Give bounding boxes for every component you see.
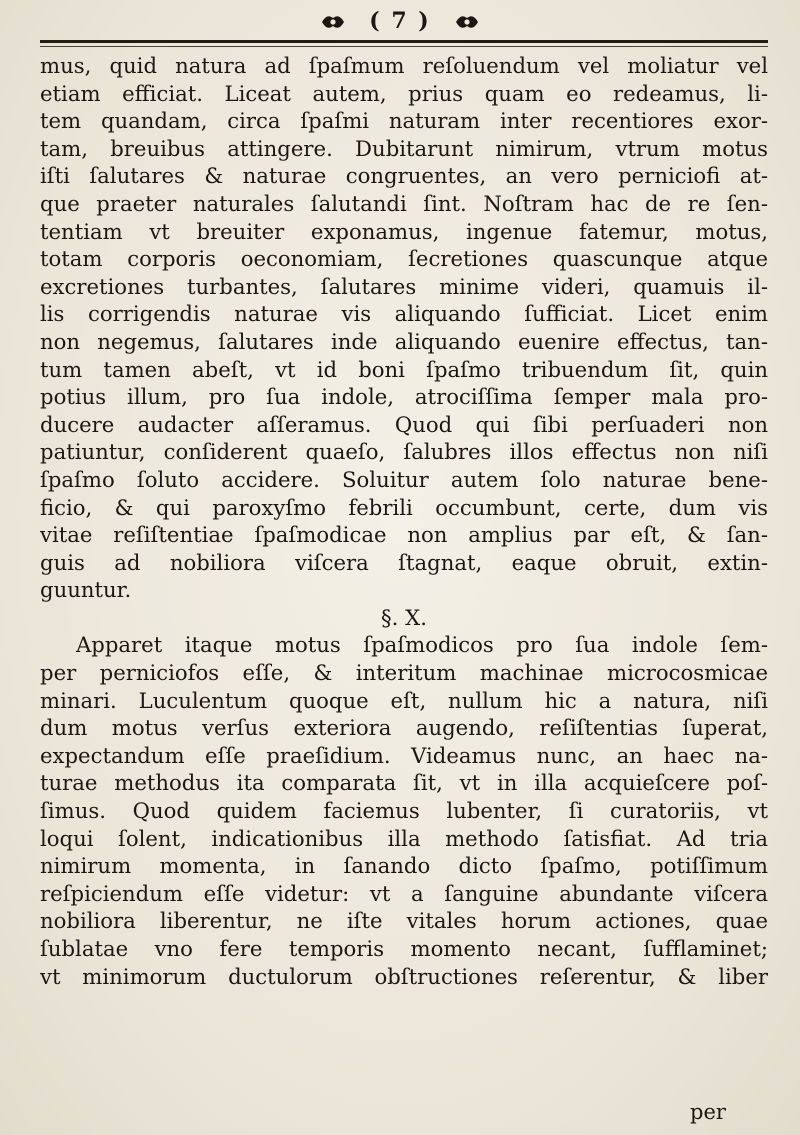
text-line: tam, breuibus attingere. Dubitarunt nimirum, vtrum motus [40,135,768,161]
text-line: per perniciofos eſſe, & interitum machinae microcosmicae [40,660,768,686]
text-line: nobiliora liberentur, ne iſte vitales horum actiones, quae [40,908,768,934]
text-line: loqui ſolent, indicationibus illa methodo ſatisfiat. Ad tria [40,825,768,851]
text-line: lis corrigendis naturae vis aliquando ſufficiat. Licet enim [40,301,768,327]
text-line: tentiam vt breuiter exponamus, ingenue fatemur, motus, [40,218,768,244]
catchword: per [690,1100,726,1124]
text-line: totam corporis oeconomiam, ſecretiones quascunque atque [40,246,768,272]
text-line: iſti ſalutares & naturae congruentes, an vero perniciofi at- [40,163,768,189]
section-heading: §. X. [381,604,427,630]
text-line: ſpaſmo ſoluto accidere. Soluitur autem ſolo naturae bene- [40,466,768,492]
text-line: reſpiciendum eſſe videtur: vt a ſanguine abundante viſcera [40,880,768,906]
text-line: Apparet itaque motus ſpaſmodicos pro ſua indole ſem- [76,632,768,658]
body-text [40,52,768,990]
ornament-right-icon [454,12,480,32]
text-line: guis ad nobiliora viſcera ſtagnat, eaque obruit, extin- [40,549,768,575]
text-line: que praeter naturales ſalutandi ſint. Noſtram hac de re ſen- [40,190,768,216]
text-line: ducere audacter aſſeramus. Quod qui ſibi perſuaderi non [40,411,768,437]
text-line: turae methodus ita comparata ſit, vt in illa acquieſcere poſ- [40,770,768,796]
text-line: minari. Luculentum quoque eſt, nullum hic a natura, niſi [40,687,768,713]
text-line: tum tamen abeſt, vt id boni ſpaſmo tribuendum ſit, quin [40,356,768,382]
text-line: potius illum, pro ſua indole, atrociſſima ſemper mala pro- [40,384,768,410]
page-header [0,8,800,34]
text-line: ficio, & qui paroxyſmo febrili occumbunt, certe, dum vis [40,494,768,520]
header-rule-thin [40,46,768,47]
text-line: etiam efficiat. Liceat autem, prius quam eo redeamus, li- [40,80,768,106]
page-number: ( 7 ) [369,8,431,34]
text-line: ſublatae vno fere temporis momento necant, ſufflaminet; [40,936,768,961]
text-line: tem quandam, circa ſpaſmi naturam inter recentiores exor- [40,108,768,134]
paragraph-2 [40,631,768,990]
text-line: non negemus, ſalutares inde aliquando euenire effectus, tan- [40,328,768,354]
paragraph-1 [40,52,768,604]
header-rule [40,40,768,43]
text-line: dum motus verſus exteriora augendo, reſiſtentias ſuperat, [40,715,768,741]
text-line: expectandum eſſe praeſidium. Videamus nunc, an haec na- [40,742,768,768]
text-line: nimirum momenta, in ſanando dicto ſpaſmo, potiſſimum [40,853,768,879]
text-line: vt minimorum ductulorum obſtructiones reſerentur, & liber [40,963,768,989]
text-line: vitae reſiſtentiae ſpaſmodicae non amplius par eſt, & ſan- [40,522,768,548]
text-line: mus, quid natura ad ſpaſmum reſoluendum vel moliatur vel [40,53,768,78]
text-line: ſimus. Quod quidem faciemus lubenter, ſi curatoriis, vt [40,798,768,824]
text-line: patiuntur, conſiderent quaeſo, ſalubres illos effectus non niſi [40,439,768,465]
ornament-left-icon [320,12,346,32]
text-line: excretiones turbantes, ſalutares minime videri, quamuis il- [40,273,768,299]
text-line: guuntur. [40,577,132,603]
